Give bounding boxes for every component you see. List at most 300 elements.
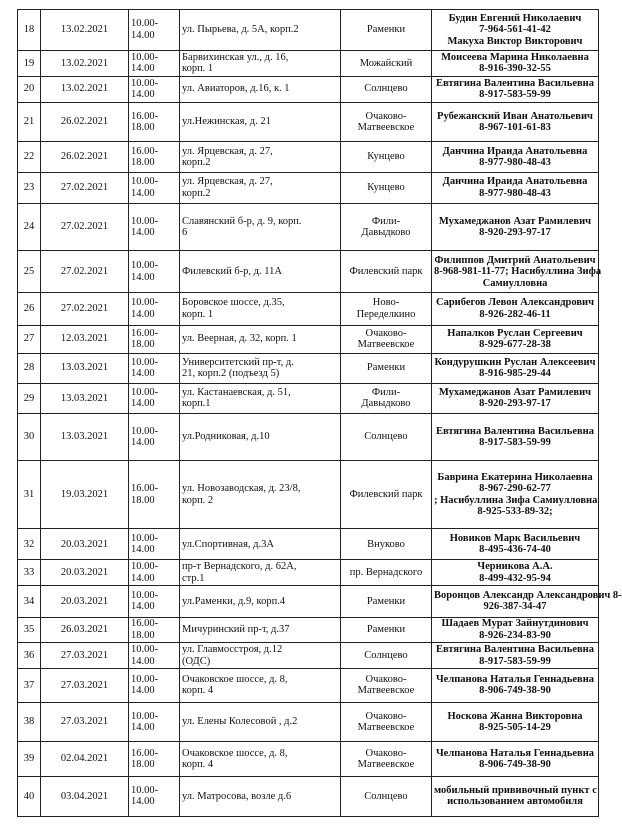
address-cell-line: Университетский пр-т, д. xyxy=(182,356,294,368)
district-cell xyxy=(341,325,432,353)
contact-cell-line: Евтягина Валентина Васильевна xyxy=(436,77,594,89)
contact-cell xyxy=(432,251,602,293)
time-cell-line: 10.00- xyxy=(131,644,159,656)
address-cell-line: 21, корп.2 (подъезд 5) xyxy=(182,368,280,380)
date-cell: 27.03.2021 xyxy=(41,702,129,742)
contact-cell-line: Баврина Екатерина Николаевна xyxy=(437,471,593,483)
district-cell-line: Очаково- xyxy=(365,673,407,685)
address-cell-line: корп.2 xyxy=(182,187,211,199)
contact-cell xyxy=(432,643,599,669)
district-cell-line: Матвеевское xyxy=(357,759,415,771)
district-cell-line: Фили- xyxy=(371,215,401,227)
contact-cell xyxy=(432,50,599,76)
contact-cell-line: 8-906-749-38-90 xyxy=(479,759,551,771)
address-cell-line: Филевский б-р, д. 11А xyxy=(182,266,282,278)
address-cell-line: ул. Матросова, возле д.6 xyxy=(182,790,292,802)
time-cell xyxy=(129,325,180,353)
time-cell-line: 14.00 xyxy=(131,29,155,41)
address-cell-line: пр-т Вернадского, д. 62А, xyxy=(182,561,297,573)
time-cell-line: 10.00- xyxy=(131,77,159,89)
row-number: 33 xyxy=(18,560,41,586)
time-cell xyxy=(129,76,180,102)
district-cell-line: Матвеевское xyxy=(357,722,415,734)
date-cell: 02.04.2021 xyxy=(41,742,129,776)
district-cell-line: Кунцево xyxy=(367,182,405,193)
contact-cell xyxy=(432,10,599,51)
contact-cell-line: Шадаев Мурат Зайнутдинович xyxy=(441,618,589,630)
contact-cell-line: Черникова А.А. xyxy=(477,561,553,573)
contact-cell xyxy=(432,383,599,413)
date-cell: 13.03.2021 xyxy=(41,353,129,383)
contact-cell-line: Челпанова Наталья Геннадьевна xyxy=(435,673,595,685)
time-cell-line: 18.00 xyxy=(131,494,155,506)
district-cell xyxy=(341,383,432,413)
address-cell xyxy=(180,50,341,76)
time-cell xyxy=(129,50,180,76)
district-cell xyxy=(341,50,432,76)
date-cell: 13.03.2021 xyxy=(41,383,129,413)
contact-cell-line: 8-917-583-59-99 xyxy=(479,437,551,449)
contact-cell xyxy=(432,102,599,142)
contact-cell-line: Макуха Виктор Викторович xyxy=(447,35,583,47)
contact-cell xyxy=(432,413,599,460)
vaccination-schedule-table xyxy=(17,9,622,817)
time-cell xyxy=(129,142,180,172)
contact-cell-line: 926-387-34-47 xyxy=(483,601,547,613)
contact-cell-line: Будин Евгений Николаевич xyxy=(448,12,582,24)
address-cell xyxy=(180,142,341,172)
row-number: 38 xyxy=(18,702,41,742)
district-cell xyxy=(341,413,432,460)
time-cell xyxy=(129,383,180,413)
district-cell xyxy=(341,203,432,250)
table-row xyxy=(18,50,599,76)
row-number: 22 xyxy=(18,142,41,172)
table-row xyxy=(18,413,599,460)
address-cell-line: ул.Нежинская, д. 21 xyxy=(182,116,271,128)
address-cell xyxy=(180,325,341,353)
time-cell-line: 10.00- xyxy=(131,425,159,437)
time-cell xyxy=(129,529,180,560)
time-cell xyxy=(129,586,180,617)
contact-cell-line: 8-968-981-11-77; Насибуллина Зифа xyxy=(434,266,602,278)
time-cell xyxy=(129,643,180,669)
district-cell xyxy=(341,742,432,776)
address-cell xyxy=(180,669,341,702)
contact-cell xyxy=(432,172,599,203)
district-cell-line: Раменки xyxy=(366,595,406,607)
time-cell-line: 14.00 xyxy=(131,368,155,380)
district-cell xyxy=(341,76,432,102)
row-number: 23 xyxy=(18,172,41,203)
district-cell xyxy=(341,461,432,529)
address-cell-line: корп. 1 xyxy=(182,63,214,75)
address-cell-line: корп. 4 xyxy=(182,759,214,771)
date-cell: 27.02.2021 xyxy=(41,203,129,250)
district-cell xyxy=(341,10,432,51)
time-cell-line: 10.00- xyxy=(131,673,159,685)
time-cell-line: 10.00- xyxy=(131,260,159,272)
district-cell-line: Солнцево xyxy=(364,790,408,802)
contact-cell xyxy=(432,742,599,776)
date-cell: 19.03.2021 xyxy=(41,461,129,529)
table-row xyxy=(18,742,599,776)
date-cell: 27.03.2021 xyxy=(41,643,129,669)
table-row xyxy=(18,172,599,203)
district-cell xyxy=(341,617,432,643)
time-cell-line: 10.00- xyxy=(131,561,159,573)
address-cell xyxy=(180,529,341,560)
time-cell-line: 16.00- xyxy=(131,110,159,122)
time-cell-line: 14.00 xyxy=(131,271,155,283)
contact-cell xyxy=(432,560,599,586)
row-number: 36 xyxy=(18,643,41,669)
contact-cell xyxy=(432,529,599,560)
contact-cell xyxy=(432,293,599,325)
time-cell-line: 14.00 xyxy=(131,655,155,667)
district-cell-line: Очаково- xyxy=(365,747,407,759)
time-cell-line: 18.00 xyxy=(131,629,155,641)
time-cell-line: 18.00 xyxy=(131,339,155,351)
contact-cell-line: 8-926-282-46-11 xyxy=(479,308,551,320)
contact-cell-line: Рубежанский Иван Анатольевич xyxy=(437,110,593,122)
district-cell-line: Очаково- xyxy=(365,710,407,722)
address-cell-line: Славянский б-р, д. 9, корп. xyxy=(182,215,302,227)
contact-cell-line: 8-977-980-48-43 xyxy=(479,187,551,199)
time-cell xyxy=(129,102,180,142)
address-cell-line: ул. Ярцевская, д. 27, xyxy=(182,145,273,157)
time-cell xyxy=(129,203,180,250)
district-cell xyxy=(341,251,432,293)
district-cell xyxy=(341,702,432,742)
time-cell-line: 10.00- xyxy=(131,386,159,398)
address-cell-line: корп. 4 xyxy=(182,685,214,697)
table-row xyxy=(18,353,599,383)
row-number: 34 xyxy=(18,586,41,617)
district-cell-line: Филевский парк xyxy=(349,489,423,501)
contact-cell-line: использованием автомобиля xyxy=(447,796,583,808)
district-cell-line: Очаково- xyxy=(365,110,407,122)
table-row xyxy=(18,617,599,643)
time-cell xyxy=(129,353,180,383)
district-cell-line: Матвеевское xyxy=(357,685,415,697)
address-cell-line: ул.Родниковая, д.10 xyxy=(182,431,270,443)
address-cell-line: корп.1 xyxy=(182,398,211,410)
address-cell xyxy=(180,413,341,460)
date-cell: 26.03.2021 xyxy=(41,617,129,643)
date-cell: 20.03.2021 xyxy=(41,586,129,617)
district-cell-line: Переделкино xyxy=(356,308,416,320)
contact-cell-line: Напалков Руслан Сергеевич xyxy=(447,327,583,339)
district-cell-line: Давыдково xyxy=(361,227,411,239)
district-cell-line: Матвеевское xyxy=(357,122,415,134)
district-cell xyxy=(341,776,432,816)
address-cell-line: Мичуринский пр-т, д.37 xyxy=(182,624,290,636)
address-cell xyxy=(180,293,341,325)
contact-cell xyxy=(432,702,599,742)
district-cell xyxy=(341,586,432,617)
time-cell-line: 14.00 xyxy=(131,308,155,320)
address-cell xyxy=(180,742,341,776)
contact-cell-line: мобильный прививочный пункт с xyxy=(434,784,597,796)
contact-cell-line: Евтягина Валентина Васильевна xyxy=(436,425,594,437)
time-cell xyxy=(129,293,180,325)
row-number: 30 xyxy=(18,413,41,460)
contact-cell-line: 8-916-985-29-44 xyxy=(479,368,551,380)
contact-cell-line: Челпанова Наталья Геннадьевна xyxy=(435,747,595,759)
date-cell: 26.02.2021 xyxy=(41,142,129,172)
district-cell-line: Давыдково xyxy=(361,398,411,410)
time-cell-line: 14.00 xyxy=(131,89,155,101)
date-cell: 26.02.2021 xyxy=(41,102,129,142)
contact-cell xyxy=(432,142,599,172)
date-cell: 20.03.2021 xyxy=(41,560,129,586)
time-cell-line: 10.00- xyxy=(131,18,159,30)
district-cell-line: Ново- xyxy=(372,297,400,309)
address-cell-line: ул. Пырьева, д. 5А, корп.2 xyxy=(182,24,299,36)
time-cell xyxy=(129,251,180,293)
contact-cell-line: 8-929-677-28-38 xyxy=(479,339,551,351)
district-cell xyxy=(341,353,432,383)
address-cell-line: корп. 1 xyxy=(182,308,214,320)
address-cell xyxy=(180,76,341,102)
contact-cell-line: Новиков Марк Васильевич xyxy=(449,532,581,544)
contact-cell-line: 8-967-290-62-77 xyxy=(479,483,551,495)
contact-cell-line: Сарибегов Левон Александрович xyxy=(435,297,594,309)
district-cell xyxy=(341,643,432,669)
district-cell-line: Внуково xyxy=(367,538,405,550)
time-cell-line: 14.00 xyxy=(131,437,155,449)
address-cell xyxy=(180,203,341,250)
row-number: 32 xyxy=(18,529,41,560)
time-cell-line: 10.00- xyxy=(131,51,159,63)
table-row xyxy=(18,586,599,617)
time-cell-line: 14.00 xyxy=(131,685,155,697)
address-cell xyxy=(180,251,341,293)
time-cell xyxy=(129,413,180,460)
address-cell-line: Очаковское шоссе, д. 8, xyxy=(182,747,288,759)
row-number: 35 xyxy=(18,617,41,643)
row-number: 25 xyxy=(18,251,41,293)
time-cell xyxy=(129,617,180,643)
time-cell xyxy=(129,560,180,586)
district-cell-line: Раменки xyxy=(366,24,406,36)
time-cell xyxy=(129,669,180,702)
time-cell-line: 10.00- xyxy=(131,297,159,309)
time-cell-line: 10.00- xyxy=(131,215,159,227)
address-cell xyxy=(180,102,341,142)
contact-cell-line: 8-977-980-48-43 xyxy=(479,157,551,169)
time-cell-line: 16.00- xyxy=(131,145,159,157)
table-row xyxy=(18,643,599,669)
address-cell-line: Боровское шоссе, д.35, xyxy=(182,297,285,309)
table-row xyxy=(18,383,599,413)
address-cell-line: ул.Спортивная, д.3А xyxy=(182,538,274,550)
contact-cell-line: ; Насибуллина Зифа Самиулловна xyxy=(434,494,598,506)
address-cell-line: Очаковское шоссе, д. 8, xyxy=(182,673,288,685)
address-cell xyxy=(180,172,341,203)
district-cell-line: Можайский xyxy=(359,57,413,69)
time-cell-line: 14.00 xyxy=(131,227,155,239)
table-row xyxy=(18,461,599,529)
table-row xyxy=(18,76,599,102)
row-number: 18 xyxy=(18,10,41,51)
table-row xyxy=(18,10,599,51)
table-row xyxy=(18,142,599,172)
address-cell xyxy=(180,776,341,816)
row-number: 26 xyxy=(18,293,41,325)
contact-cell-line: Воронцов Александр Александрович 8- xyxy=(434,589,622,601)
time-cell-line: 18.00 xyxy=(131,759,155,771)
row-number: 19 xyxy=(18,50,41,76)
date-cell: 20.03.2021 xyxy=(41,529,129,560)
address-cell xyxy=(180,560,341,586)
time-cell-line: 14.00 xyxy=(131,601,155,613)
contact-cell-line: Данчина Ираида Анатольевна xyxy=(442,145,588,157)
table-row xyxy=(18,702,599,742)
contact-cell-line: 8-495-436-74-40 xyxy=(479,544,551,556)
address-cell xyxy=(180,617,341,643)
row-number: 27 xyxy=(18,325,41,353)
contact-cell-line: 8-906-749-38-90 xyxy=(479,685,551,697)
contact-cell-line: 8-917-583-59-99 xyxy=(479,655,551,667)
contact-cell-line: Носкова Жанна Викторовна xyxy=(447,710,583,722)
address-cell xyxy=(180,643,341,669)
date-cell: 13.02.2021 xyxy=(41,50,129,76)
time-cell-line: 16.00- xyxy=(131,747,159,759)
time-cell xyxy=(129,702,180,742)
time-cell-line: 14.00 xyxy=(131,398,155,410)
contact-cell xyxy=(432,203,599,250)
time-cell-line: 14.00 xyxy=(131,722,155,734)
contact-cell xyxy=(432,586,622,617)
time-cell-line: 14.00 xyxy=(131,187,155,199)
row-number: 29 xyxy=(18,383,41,413)
district-cell xyxy=(341,172,432,203)
contact-cell-line: Филиппов Дмитрий Анатольевич xyxy=(434,254,596,266)
contact-cell xyxy=(432,776,599,816)
time-cell-line: 10.00- xyxy=(131,784,159,796)
date-cell: 13.02.2021 xyxy=(41,76,129,102)
contact-cell-line: Моисеева Марина Николаевна xyxy=(441,51,589,63)
row-number: 37 xyxy=(18,669,41,702)
date-cell: 13.03.2021 xyxy=(41,413,129,460)
table-row xyxy=(18,776,599,816)
time-cell xyxy=(129,776,180,816)
time-cell-line: 10.00- xyxy=(131,710,159,722)
row-number: 40 xyxy=(18,776,41,816)
time-cell-line: 18.00 xyxy=(131,157,155,169)
contact-cell xyxy=(432,461,599,529)
address-cell-line: ул. Елены Колесовой , д.2 xyxy=(182,716,298,728)
contact-cell-line: Кондурушкин Руслан Алексеевич xyxy=(434,356,596,368)
contact-cell-line: Мухамеджанов Азат Рамилевич xyxy=(438,386,592,398)
date-cell: 27.02.2021 xyxy=(41,293,129,325)
address-cell-line: корп.2 xyxy=(182,157,211,169)
district-cell-line: Очаково- xyxy=(365,327,407,339)
table-row xyxy=(18,293,599,325)
time-cell xyxy=(129,10,180,51)
contact-cell-line: 8-925-533-89-32; xyxy=(477,506,553,518)
row-number: 24 xyxy=(18,203,41,250)
address-cell xyxy=(180,461,341,529)
time-cell-line: 18.00 xyxy=(131,122,155,134)
table-row xyxy=(18,203,599,250)
time-cell-line: 10.00- xyxy=(131,176,159,188)
time-cell xyxy=(129,742,180,776)
contact-cell-line: 8-920-293-97-17 xyxy=(479,227,551,239)
district-cell xyxy=(341,560,432,586)
contact-cell xyxy=(432,617,599,643)
contact-cell-line: Данчина Ираида Анатольевна xyxy=(442,176,588,188)
address-cell-line: ул. Кастанаевская, д. 51, xyxy=(182,386,291,398)
district-cell-line: Филевский парк xyxy=(349,266,423,278)
district-cell xyxy=(341,529,432,560)
address-cell xyxy=(180,586,341,617)
contact-cell-line: Самиулловна xyxy=(482,277,548,289)
address-cell-line: ул. Ярцевская, д. 27, xyxy=(182,176,273,188)
date-cell: 13.02.2021 xyxy=(41,10,129,51)
address-cell-line: корп. 2 xyxy=(182,494,214,506)
time-cell xyxy=(129,461,180,529)
address-cell-line: 6 xyxy=(182,227,188,239)
district-cell xyxy=(341,669,432,702)
address-cell xyxy=(180,353,341,383)
time-cell-line: 14.00 xyxy=(131,544,155,556)
contact-cell xyxy=(432,76,599,102)
district-cell-line: Раменки xyxy=(366,362,406,374)
contact-cell-line: 8-925-505-14-29 xyxy=(479,722,551,734)
contact-cell-line: Евтягина Валентина Васильевна xyxy=(436,644,594,656)
table-row xyxy=(18,560,599,586)
table-row xyxy=(18,102,599,142)
time-cell-line: 14.00 xyxy=(131,572,155,584)
time-cell-line: 10.00- xyxy=(131,356,159,368)
district-cell-line: Солнцево xyxy=(364,83,408,95)
contact-cell-line: 8-917-583-59-99 xyxy=(479,89,551,101)
district-cell xyxy=(341,293,432,325)
address-cell-line: ул. Авиаторов, д.16, к. 1 xyxy=(182,83,290,95)
address-cell-line: стр.1 xyxy=(182,572,205,584)
row-number: 28 xyxy=(18,353,41,383)
address-cell xyxy=(180,10,341,51)
contact-cell-line: 8-926-234-83-90 xyxy=(479,629,551,641)
contact-cell-line: 8-967-101-61-83 xyxy=(479,122,551,134)
district-cell-line: Раменки xyxy=(366,624,406,636)
address-cell-line: (ОДС) xyxy=(182,655,211,667)
contact-cell-line: Мухамеджанов Азат Рамилевич xyxy=(438,215,592,227)
date-cell: 27.02.2021 xyxy=(41,251,129,293)
contact-cell xyxy=(432,669,599,702)
time-cell-line: 16.00- xyxy=(131,618,159,630)
date-cell: 12.03.2021 xyxy=(41,325,129,353)
time-cell xyxy=(129,172,180,203)
row-number: 39 xyxy=(18,742,41,776)
time-cell-line: 16.00- xyxy=(131,483,159,495)
district-cell xyxy=(341,142,432,172)
contact-cell-line: 7-964-561-41-42 xyxy=(479,24,551,36)
contact-cell xyxy=(432,353,599,383)
address-cell-line: ул. Главмосстроя, д.12 xyxy=(182,644,283,656)
district-cell-line: Солнцево xyxy=(364,650,408,662)
table-row xyxy=(18,529,599,560)
time-cell-line: 16.00- xyxy=(131,327,159,339)
district-cell-line: Кунцево xyxy=(367,151,405,163)
row-number: 31 xyxy=(18,461,41,529)
row-number: 20 xyxy=(18,76,41,102)
row-number: 21 xyxy=(18,102,41,142)
contact-cell-line: 8-916-390-32-55 xyxy=(479,63,551,75)
